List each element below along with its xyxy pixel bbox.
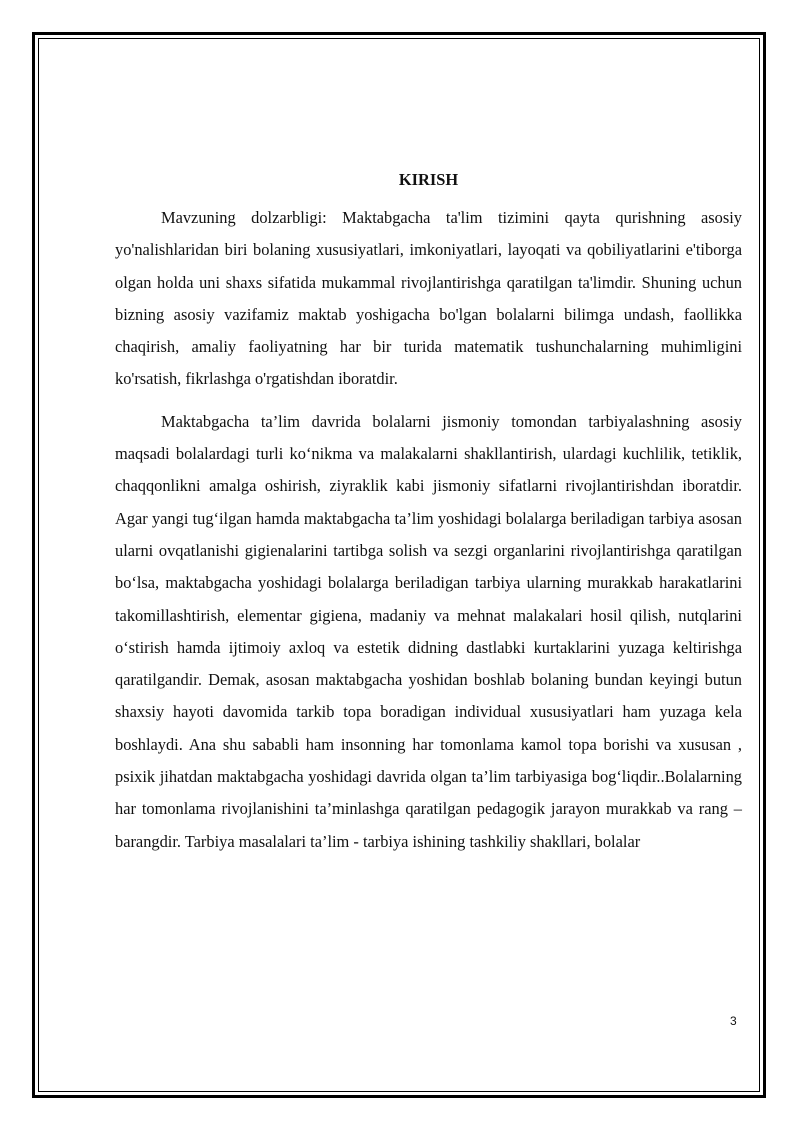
paragraph-relevance: Mavzuning dolzarbligi: Maktabgacha ta'lim tizimini qayta qurishning asosiy yo'nalishlaridan biri bolaning xususiyatlari, imkoniyatlari, layoqati va qobiliyatlarini e'tiborga olgan holda uni shaxs sifatida mukammal rivojlantirishga qaratilgan ta'limdir. Shuning uchun bizning asosiy vazifamiz maktab yoshigacha bo'lgan bolalarni bilimga undash, faollikka chaqirish, amaliy faoliyatning har bir turida matematik tushunchalarning muhimligini ko'rsatish, fikrlashga o'rgatishdan iboratdir. [115,208,742,389]
page-body [115,166,742,858]
section-title: KIRISH [398,170,459,189]
paragraph-physical-education: Maktabgacha ta’lim davrida bolalarni jismoniy tomondan tarbiyalashning asosiy maqsadi bolalardagi turli ko‘nikma va malakalarni shakllantirish, ulardagi kuchlilik, tetiklik, chaqqonlikni amalga oshirish, ziyraklik kabi jismoniy sifatlarni rivojlantirishdan iboratdir. Agar yangi tug‘ilgan hamda maktabgacha ta’lim yoshidagi bolalarga beriladigan tarbiya asosan ularni ovqatlanishi gigienalarini tartibga solish va sezgi organlarini rivojlantirishga qaratilgan bo‘lsa, maktabgacha yoshidagi bolalarga beriladigan tarbiya ularning murakkab harakatlarini takomillashtirish, elementar gigiena, madaniy va mehnat malakalari hosil qilish, nutqlarini o‘stirish hamda ijtimoiy axloq va estetik didning dastlabki kurtaklarini yuzaga keltirishga qaratilgandir. Demak, asosan maktabgacha yoshidan boshlab bolaning bundan keyingi butun shaxsiy hayoti davomida tarkib topa boradigan individual xususiyatlari ham yuzaga kela boshlaydi. Ana shu sababli ham insonning har tomonlama kamol topa borishi va xususan , psixik jihatdan maktabgacha yoshidagi davrida olgan ta’lim tarbiyasiga bog‘liqdir..Bolalarning har tomonlama rivojlanishini ta’minlashga qaratilgan pedagogik jarayon murakkab va rang – barangdir. Tarbiya masalalari ta’lim - tarbiya ishining tashkiliy shakllari, bolalar [115,411,742,851]
page-number: 3 [730,1014,737,1028]
